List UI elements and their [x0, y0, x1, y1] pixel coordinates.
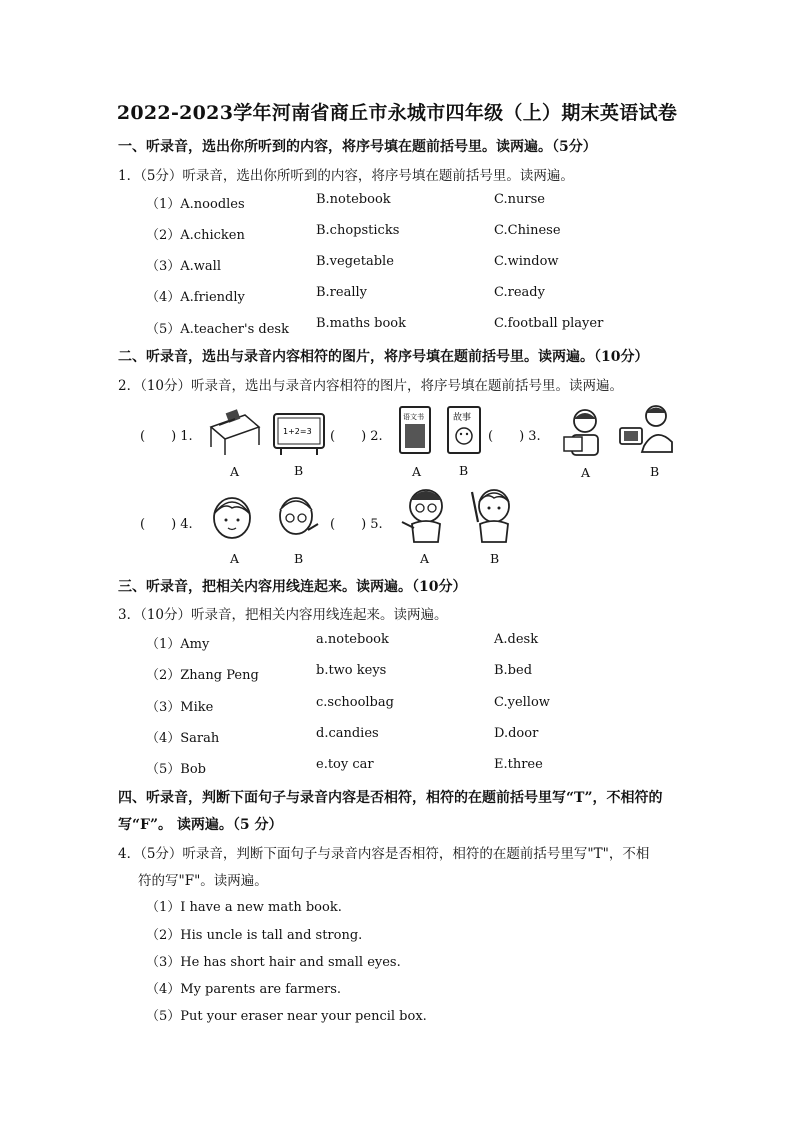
chinese-book-picture — [397, 404, 433, 456]
match-row-1c: A.desk — [494, 632, 539, 647]
option-row-1a: （1）A.noodles — [146, 197, 245, 212]
option-row-1c: C.nurse — [494, 192, 545, 207]
match-row-4b: d.candies — [316, 726, 379, 741]
boy-waving-picture — [462, 484, 522, 546]
boy-watching-tv-picture — [612, 402, 678, 458]
section2-heading: 二、听录音，选出与录音内容相符的图片，将序号填在题前括号里。读两遍。（10分） — [118, 349, 649, 365]
match-row-2a: （2）Zhang Peng — [146, 668, 259, 683]
option-row-5a: （5）A.teacher's desk — [146, 322, 289, 337]
question4-text-line1: 4．（5分）听录音，判断下面句子与录音内容是否相符，相符的在题前括号里写"T"，不相 — [118, 846, 650, 862]
option-row-3b: B.vegetable — [316, 254, 394, 269]
picture-item-5-paren: ( ) 5. — [330, 517, 383, 532]
question4-text-line2: 符的写"F"。读两遍。 — [138, 873, 268, 889]
picture-1-label-a: A — [230, 464, 240, 479]
option-row-1b: B.notebook — [316, 192, 391, 207]
sentence-3: （3）He has short hair and small eyes. — [146, 955, 401, 970]
match-row-3a: （3）Mike — [146, 700, 214, 715]
match-row-5c: E.three — [494, 757, 543, 772]
option-row-2b: B.chopsticks — [316, 223, 400, 238]
match-row-1b: a.notebook — [316, 632, 389, 647]
picture-2-label-b: B — [459, 463, 469, 478]
blackboard-text: 1+2=3 — [283, 427, 312, 436]
match-row-4a: （4）Sarah — [146, 731, 220, 746]
question1-text: 1．（5分）听录音，选出你所听到的内容，将序号填在题前括号里。读两遍。 — [118, 168, 574, 184]
storybook-picture — [445, 404, 483, 456]
picture-2-label-a: A — [412, 464, 422, 479]
section3-heading: 三、听录音，把相关内容用线连起来。读两遍。（10分） — [118, 579, 467, 595]
sentence-5: （5）Put your eraser near your pencil box. — [146, 1009, 427, 1024]
picture-5-label-a: A — [420, 551, 430, 566]
picture-4-label-a: A — [230, 551, 240, 566]
picture-item-4-paren: ( ) 4. — [140, 517, 193, 532]
question3-text: 3．（10分）听录音，把相关内容用线连起来。读两遍。 — [118, 607, 448, 623]
sentence-2: （2）His uncle is tall and strong. — [146, 928, 363, 943]
option-row-5c: C.football player — [494, 316, 604, 331]
picture-item-3-paren: ( ) 3. — [488, 429, 541, 444]
match-row-5a: （5）Bob — [146, 762, 206, 777]
option-row-5b: B.maths book — [316, 316, 407, 331]
option-row-3a: （3）A.wall — [146, 259, 221, 274]
blackboard-picture — [271, 409, 327, 457]
picture-1-label-b: B — [294, 463, 304, 478]
match-row-2b: b.two keys — [316, 663, 387, 678]
section4-heading-line1: 四、听录音，判断下面句子与录音内容是否相符，相符的在题前括号里写“T”，不相符的 — [118, 790, 663, 806]
option-row-2a: （2）A.chicken — [146, 228, 245, 243]
picture-5-label-b: B — [490, 551, 500, 566]
option-row-4b: B.really — [316, 285, 368, 300]
question2-text: 2．（10分）听录音，选出与录音内容相符的图片，将序号填在题前括号里。读两遍。 — [118, 378, 624, 394]
picture-3-label-b: B — [650, 464, 660, 479]
option-row-4a: （4）A.friendly — [146, 290, 245, 305]
desk-picture — [205, 405, 263, 457]
book-b-text: 故事 — [453, 413, 472, 423]
match-row-4c: D.door — [494, 726, 539, 741]
option-row-2c: C.Chinese — [494, 223, 561, 238]
sentence-1: （1）I have a new math book. — [146, 900, 342, 915]
match-row-3b: c.schoolbag — [316, 695, 394, 710]
section1-heading: 一、听录音，选出你所听到的内容，将序号填在题前括号里。读两遍。（5分） — [118, 139, 597, 155]
option-row-3c: C.window — [494, 254, 559, 269]
book-a-text: 语文书 — [403, 413, 424, 421]
picture-4-label-b: B — [294, 551, 304, 566]
match-row-1a: （1）Amy — [146, 637, 210, 652]
picture-item-2-paren: ( ) 2. — [330, 429, 383, 444]
match-row-3c: C.yellow — [494, 695, 550, 710]
exam-title: 2022-2023学年河南省商丘市永城市四年级（上）期末英语试卷 — [116, 102, 678, 124]
option-row-4c: C.ready — [494, 285, 545, 300]
picture-item-1-paren: ( ) 1. — [140, 429, 193, 444]
match-row-5b: e.toy car — [316, 757, 374, 772]
match-row-2c: B.bed — [494, 663, 533, 678]
boy-with-glasses-picture — [272, 490, 324, 546]
girl-face-picture — [206, 490, 258, 546]
girl-with-glasses-picture — [398, 484, 454, 546]
section4-heading-line2: 写“F”。 读两遍。（5 分） — [118, 817, 283, 833]
picture-3-label-a: A — [581, 465, 591, 480]
sentence-4: （4）My parents are farmers. — [146, 982, 342, 997]
boy-reading-picture — [560, 405, 610, 459]
